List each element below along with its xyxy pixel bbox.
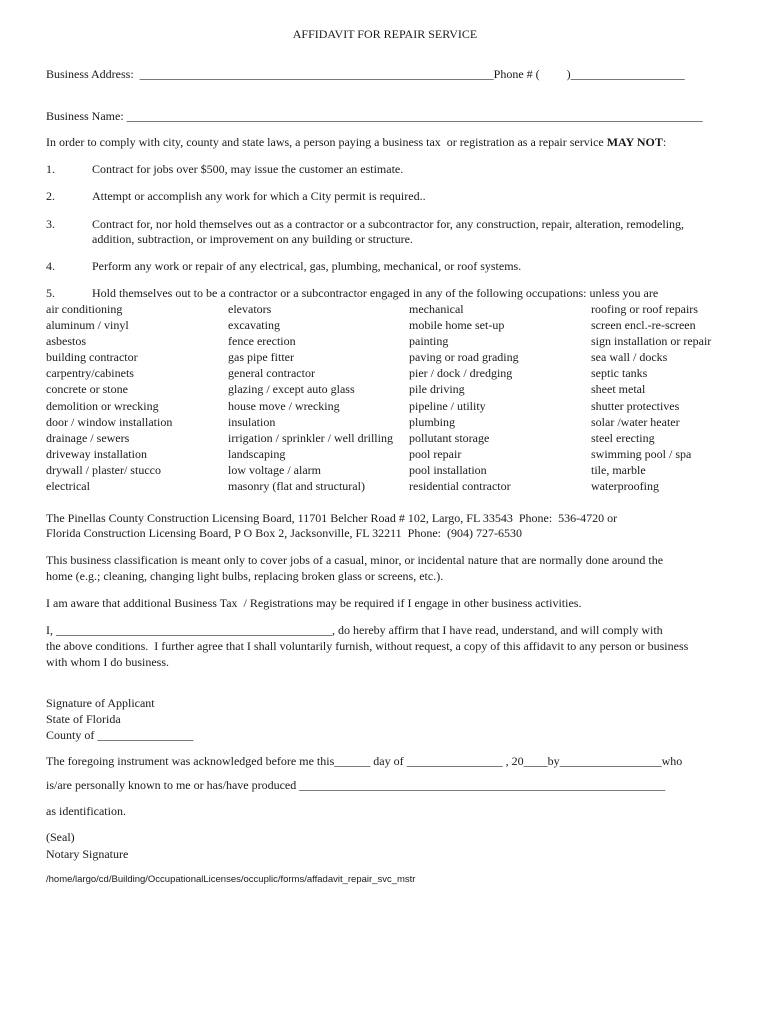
intro-bold: MAY NOT bbox=[606, 135, 663, 149]
occupation-item: sign installation or repair bbox=[591, 334, 712, 349]
occupation-item: fence erection bbox=[228, 334, 296, 349]
occupation-item: carpentry/cabinets bbox=[46, 366, 134, 381]
state-label: State of Florida bbox=[46, 712, 121, 726]
occupation-item: electrical bbox=[46, 479, 90, 494]
occupation-item: landscaping bbox=[228, 446, 286, 461]
occupation-item: pollutant storage bbox=[409, 430, 490, 445]
occupation-item: general contractor bbox=[228, 366, 315, 381]
document-title: AFFIDAVIT FOR REPAIR SERVICE bbox=[292, 27, 478, 41]
occupation-item: mechanical bbox=[409, 302, 464, 316]
classification-line-2: home (e.g.; cleaning, changing light bulbs, replacing broken glass or screens, etc.). bbox=[46, 569, 444, 583]
occupation-item: painting bbox=[409, 334, 449, 349]
occupation-item: pool installation bbox=[409, 462, 487, 477]
item-number: 2. bbox=[46, 189, 55, 203]
occupation-item: elevators bbox=[228, 302, 272, 316]
occupation-item: sheet metal bbox=[591, 382, 646, 397]
item-number: 4. bbox=[46, 259, 55, 273]
occupation-item: excavating bbox=[228, 318, 280, 333]
aware-statement: I am aware that additional Business Tax / Registrations may be required if I engage in other business activities. bbox=[46, 596, 582, 610]
occupation-item: asbestos bbox=[46, 334, 86, 349]
business-address-line: Business Address: ___________________________________________________________Phone # ( )___________________ bbox=[46, 67, 685, 81]
item-number: 1. bbox=[46, 162, 55, 176]
affirm-line-2: the above conditions. I further agree that I shall voluntarily furnish, without request, a copy of this affidavit to any person or business bbox=[46, 639, 689, 653]
occupation-item: pile driving bbox=[409, 382, 465, 397]
occupation-item: roofing or roof repairs bbox=[591, 302, 698, 316]
occupation-item: swimming pool / spa bbox=[591, 446, 692, 461]
classification-line-1: This business classification is meant only to cover jobs of a casual, minor, or incidental nature that are normally done around the bbox=[46, 553, 664, 567]
occupation-item: solar /water heater bbox=[591, 414, 680, 429]
occupation-item: waterproofing bbox=[591, 479, 659, 494]
occupation-item: pool repair bbox=[409, 446, 462, 461]
affirm-line-1: I, ______________________________________________, do hereby affirm that I have read, understand, and will comply with bbox=[46, 623, 663, 637]
occupation-item: septic tanks bbox=[591, 366, 648, 381]
occupation-item: tile, marble bbox=[591, 462, 646, 477]
occupation-column-3 bbox=[409, 301, 519, 494]
occupation-item: demolition or wrecking bbox=[46, 398, 159, 413]
item-text: Contract for, nor hold themselves out as a contractor or a subcontractor for, any construction, repair, alteration, remodeling, bbox=[92, 217, 685, 231]
occupation-item: door / window installation bbox=[46, 414, 173, 429]
occupation-item: low voltage / alarm bbox=[228, 462, 321, 477]
item-text: Hold themselves out to be a contractor or a subcontractor engaged in any of the following occupations: unless you are bbox=[92, 286, 659, 300]
signature-label: Signature of Applicant bbox=[46, 696, 155, 710]
acknowledged-line: The foregoing instrument was acknowledged before me this______ day of ________________ , 20____by_________________who bbox=[46, 754, 683, 768]
occupation-item: drainage / sewers bbox=[46, 430, 130, 445]
occupation-item: pipeline / utility bbox=[409, 398, 486, 413]
intro-text: In order to comply with city, county and state laws, a person paying a business tax or registration as a repair service bbox=[46, 135, 607, 149]
affirm-line-3: with whom I do business. bbox=[46, 655, 169, 669]
occupation-item: screen encl.-re-screen bbox=[591, 318, 696, 333]
occupation-item: house move / wrecking bbox=[228, 398, 340, 413]
occupation-item: building contractor bbox=[46, 350, 138, 365]
occupation-item: driveway installation bbox=[46, 446, 147, 461]
occupation-item: shutter protectives bbox=[591, 398, 680, 413]
occupation-item: aluminum / vinyl bbox=[46, 318, 129, 333]
occupation-item: gas pipe fitter bbox=[228, 350, 294, 365]
item-text: Attempt or accomplish any work for which a City permit is required.. bbox=[92, 189, 426, 203]
seal-label: (Seal) bbox=[46, 830, 75, 844]
item-number: 5. bbox=[46, 286, 55, 300]
item-text: Perform any work or repair of any electrical, gas, plumbing, mechanical, or roof systems. bbox=[92, 259, 522, 273]
boards-line-2: Florida Construction Licensing Board, P O Box 2, Jacksonville, FL 32211 Phone: (904) 727-6530 bbox=[46, 526, 522, 540]
county-line: County of ________________ bbox=[46, 728, 194, 742]
occupation-column-2 bbox=[228, 301, 393, 494]
notary-signature-label: Notary Signature bbox=[46, 847, 129, 861]
intro-paragraph bbox=[46, 134, 666, 150]
intro-end: : bbox=[662, 135, 667, 149]
known-line: is/are personally known to me or has/have produced _____________________________________________________________ bbox=[46, 778, 666, 792]
occupation-column-1 bbox=[46, 301, 172, 494]
occupation-column-4 bbox=[591, 301, 711, 494]
item-text-continued: addition, subtraction, or improvement on any building or structure. bbox=[92, 232, 413, 246]
occupation-item: drywall / plaster/ stucco bbox=[46, 462, 161, 477]
item-number: 3. bbox=[46, 217, 55, 231]
occupation-item: residential contractor bbox=[409, 479, 511, 494]
occupation-item: steel erecting bbox=[591, 430, 655, 445]
occupation-item: concrete or stone bbox=[46, 382, 128, 397]
boards-line-1: The Pinellas County Construction Licensing Board, 11701 Belcher Road # 102, Largo, FL 33543 Phone: 536-4720 or bbox=[46, 511, 618, 525]
occupation-item: pier / dock / dredging bbox=[409, 366, 513, 381]
occupation-item: glazing / except auto glass bbox=[228, 382, 355, 397]
occupation-item: plumbing bbox=[409, 414, 456, 429]
occupation-item: air conditioning bbox=[46, 302, 123, 316]
identification-text: as identification. bbox=[46, 804, 126, 818]
occupation-item: mobile home set-up bbox=[409, 318, 505, 333]
occupation-item: sea wall / docks bbox=[591, 350, 668, 365]
occupation-item: paving or road grading bbox=[409, 350, 519, 365]
business-name-line: Business Name: ________________________________________________________________________________________________ bbox=[46, 109, 703, 123]
footer-file-path: /home/largo/cd/Building/OccupationalLicenses/occuplic/forms/affadavit_repair_svc_mstr bbox=[46, 874, 416, 885]
item-text: Contract for jobs over $500, may issue the customer an estimate. bbox=[92, 162, 404, 176]
occupation-item: masonry (flat and structural) bbox=[228, 479, 365, 494]
occupation-item: irrigation / sprinkler / well drilling bbox=[228, 430, 393, 445]
occupation-item: insulation bbox=[228, 414, 276, 429]
